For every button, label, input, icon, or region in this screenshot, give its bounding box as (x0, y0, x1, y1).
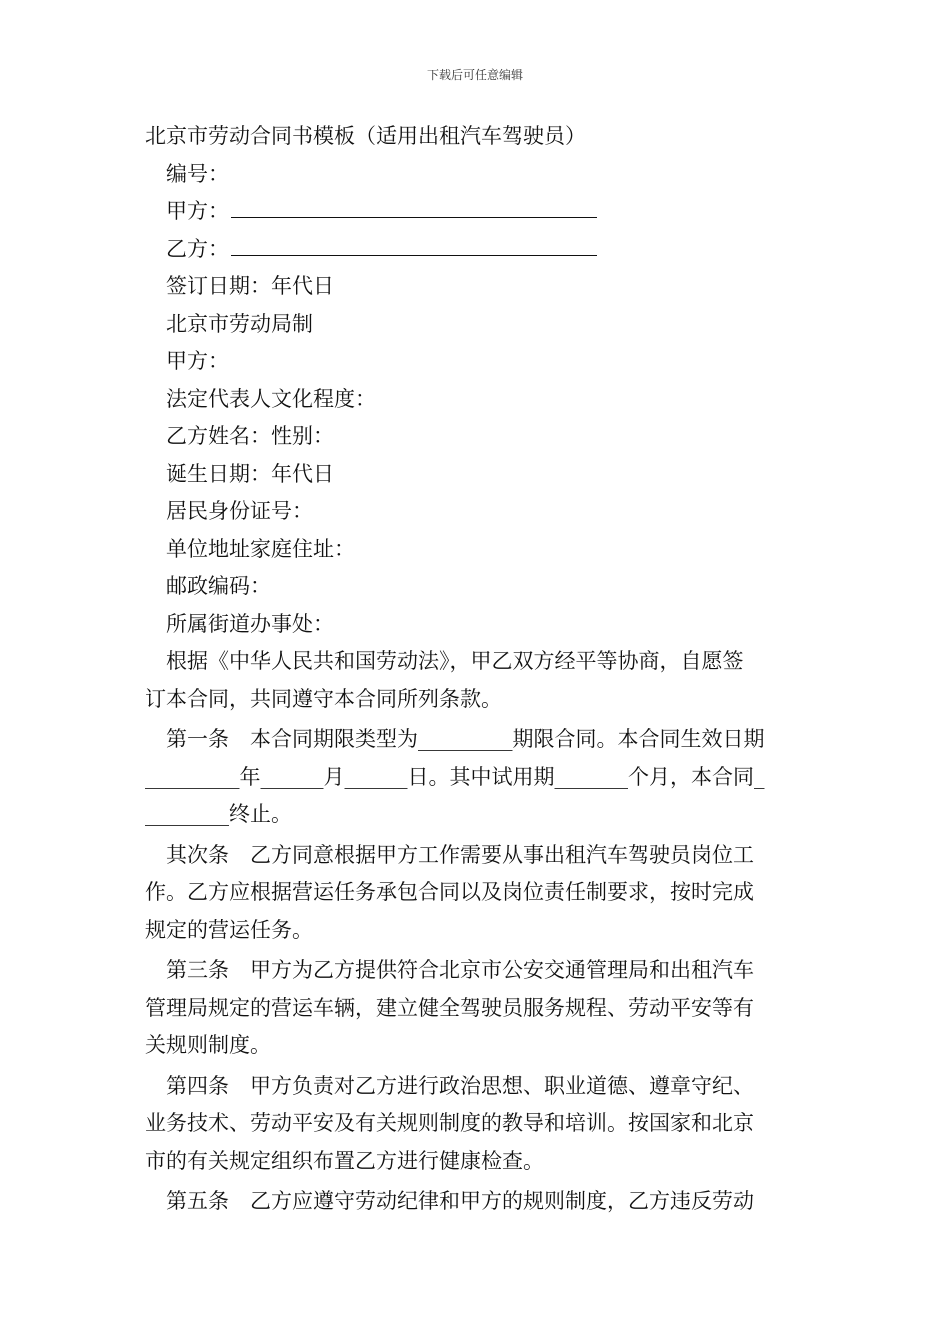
document-title: 北京市劳动合同书模板（适用出租汽车驾驶员） (145, 124, 586, 148)
field-sign-date: 签订日期：年代日 (166, 274, 334, 298)
preamble-line: 根据《中华人民共和国劳动法》，甲乙双方经平等协商，自愿签 (166, 649, 744, 673)
article-1-line: 本合同期限类型为_________期限合同。本合同生效日期 (250, 727, 765, 751)
preamble-line: 订本合同，共同遵守本合同所列条款。 (145, 686, 502, 711)
article-3-line: 管理局规定的营运车辆，建立健全驾驶员服务规程、劳动平安等有 (145, 995, 754, 1020)
article-4-line: 甲方负责对乙方进行政治思想、职业道德、遵章守纪、 (250, 1073, 754, 1098)
party-b-blank[interactable] (231, 233, 597, 256)
field-party-b-label: 乙方： (166, 236, 229, 261)
article-2-line: 作。乙方应根据营运任务承包合同以及岗位责任制要求，按时完成 (145, 880, 754, 904)
field-party-a-2: 甲方： (166, 349, 229, 373)
field-address: 单位地址家庭住址： (166, 536, 355, 561)
field-party-b-name: 乙方姓名：性别： (166, 424, 334, 448)
party-a-blank[interactable] (231, 195, 597, 218)
article-4-line: 市的有关规定组织布置乙方进行健康检查。 (145, 1148, 544, 1173)
article-4-label: 第四条 (166, 1073, 229, 1098)
article-2 (145, 837, 807, 950)
preamble-paragraph (145, 643, 807, 718)
contract-document (145, 118, 807, 1221)
article-1-line: ________终止。 (145, 802, 292, 826)
article-2-line: 规定的营运任务。 (145, 917, 313, 942)
header-note: 下载后可任意编辑 (426, 68, 523, 82)
article-3-label: 第三条 (166, 958, 229, 982)
article-2-label: 其次条 (166, 842, 229, 867)
field-postcode: 邮政编码： (166, 574, 271, 598)
field-party-a-label: 甲方： (166, 199, 229, 223)
article-4-line: 业务技术、劳动平安及有关规则制度的教导和培训。按国家和北京 (145, 1111, 754, 1135)
article-2-line: 乙方同意根据甲方工作需要从事出租汽车驾驶员岗位工 (250, 842, 754, 867)
article-1-line: _________年______月______日。其中试用期_______个月，本合同_ (145, 764, 765, 789)
field-id-number: 居民身份证号： (166, 499, 313, 523)
article-3-line: 关规则制度。 (145, 1033, 271, 1057)
field-number: 编号： (166, 161, 229, 186)
article-1-label: 第一条 (166, 727, 229, 751)
article-5-label: 第五条 (166, 1189, 229, 1213)
article-3-line: 甲方为乙方提供符合北京市公安交通管理局和出租汽车 (250, 958, 754, 982)
field-party-b (145, 231, 807, 269)
field-subdistrict: 所属街道办事处： (166, 611, 334, 636)
field-party-a (145, 193, 807, 231)
article-1 (145, 721, 807, 834)
field-birth-date: 诞生日期：年代日 (166, 461, 334, 486)
article-5 (145, 1183, 807, 1221)
field-issuer: 北京市劳动局制 (166, 311, 313, 336)
field-legal-rep: 法定代表人文化程度： (166, 386, 376, 411)
article-3 (145, 952, 807, 1065)
article-4 (145, 1068, 807, 1181)
article-5-line: 乙方应遵守劳动纪律和甲方的规则制度，乙方违反劳动 (250, 1189, 754, 1213)
